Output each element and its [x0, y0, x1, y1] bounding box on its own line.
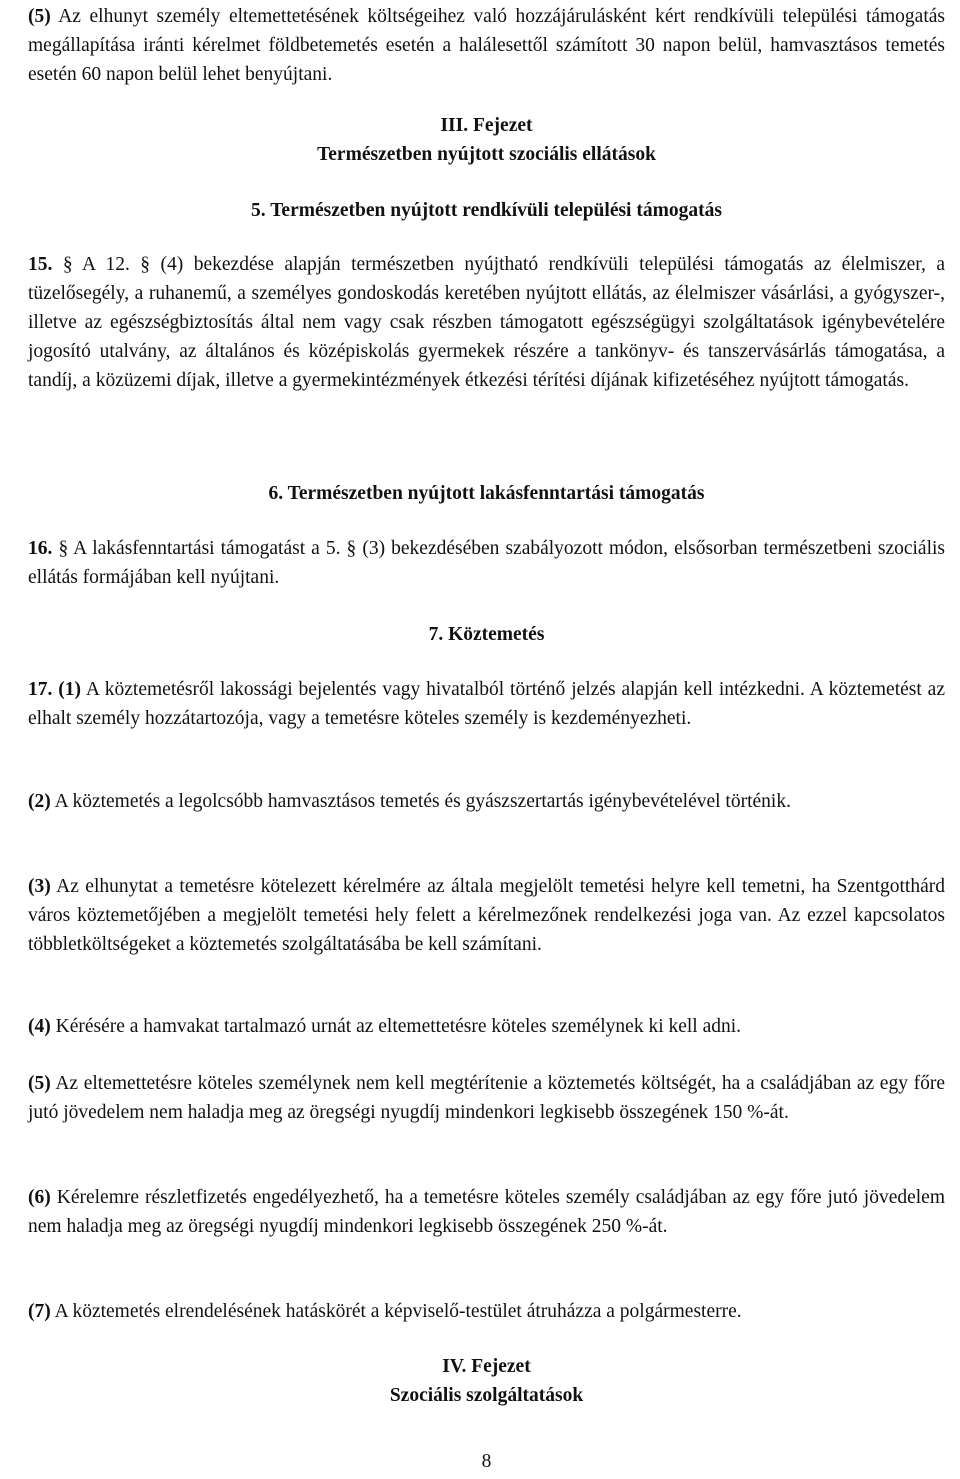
chapter-4-heading: [28, 1352, 945, 1410]
paragraph-17-7: [28, 1297, 945, 1326]
paragraph-number: 17.: [28, 679, 53, 700]
paragraph-text: Az elhunyt személy eltemettetésének költségeihez való hozzájárulásként kért rendkívüli települési támogatás megállapítása iránti kérelmet földbetemetés esetén a halálesettől számított 30 napon belül, hamvasztásos temetés esetén 60 napon belül lehet benyújtani.: [28, 6, 945, 85]
subparagraph-number: (6): [28, 1187, 51, 1208]
paragraph-number: 16.: [28, 538, 53, 559]
paragraph-17-4: [28, 1012, 945, 1041]
subparagraph-number: (1): [58, 679, 82, 700]
paragraph-17-2: [28, 787, 945, 816]
section-7-title: 7. Köztemetés: [428, 624, 545, 645]
chapter-title: III. Fejezet: [440, 115, 533, 136]
paragraph-text: § A lakásfenntartási támogatást a 5. § (3) bekezdésében szabályozott módon, elsősorban természetbeni szociális ellátás formájában kell nyújtani.: [28, 538, 945, 588]
subparagraph-number: (3): [28, 876, 51, 897]
paragraph-17-1: [28, 675, 945, 733]
paragraph-number: 15.: [28, 254, 53, 275]
paragraph-5: [28, 2, 945, 89]
subparagraph-text: Kérelemre részletfizetés engedélyezhető, ha a temetésre köteles személy családjában az egy főre jutó jövedelem nem haladja meg az öregségi nyugdíj mindenkori legkisebb összegének 250 %-át.: [28, 1187, 946, 1237]
subparagraph-text: A köztemetés elrendelésének hatáskörét a képviselő-testület átruházza a polgármesterre.: [54, 1301, 742, 1322]
subparagraph-text: Az eltemettetésre köteles személynek nem kell megtérítenie a köztemetés költségét, ha a családjában az egy főre jutó jövedelem nem haladja meg az öregségi nyugdíj mindenkori legkisebb összegének 150 %-át.: [28, 1073, 945, 1123]
section-6-title: 6. Természetben nyújtott lakásfenntartási támogatás: [268, 483, 705, 504]
paragraph-17-5: [28, 1069, 945, 1127]
paragraph-17-3: [28, 872, 945, 959]
paragraph-number: (5): [28, 6, 51, 27]
chapter-subtitle: Természetben nyújtott szociális ellátások: [317, 144, 656, 165]
chapter-subtitle: Szociális szolgáltatások: [389, 1385, 584, 1406]
subparagraph-text: Kérésére a hamvakat tartalmazó urnát az eltemettetésre köteles személynek ki kell adni.: [55, 1016, 742, 1037]
paragraph-text: § A 12. § (4) bekezdése alapján természetben nyújtható rendkívüli települési támogatás az élelmiszer, a tüzelősegély, a ruhanemű, a személyes gondoskodás keretében nyújtott ellátás, az élelmiszer vásárlási, a gyógyszer-, illetve az egészségbiztosítás által nem vagy csak részben támogatott egészségügyi szolgáltatások igénybevételére jogosító utalvány, az általános és középiskolás gyermekek részére a tankönyv- és tanszervásárlás támogatása, a tandíj, a közüzemi díjak, illetve a gyermekintézmények étkezési térítési díjának kifizetéséhez nyújtott támogatás.: [28, 254, 945, 391]
section-5-title: 5. Természetben nyújtott rendkívüli települési támogatás: [251, 200, 722, 221]
paragraph-17-6: [28, 1183, 945, 1241]
subparagraph-text: A köztemetés a legolcsóbb hamvasztásos temetés és gyászszertartás igénybevételével történik.: [54, 791, 791, 812]
subparagraph-number: (5): [28, 1073, 51, 1094]
subparagraph-number: (7): [28, 1301, 51, 1322]
paragraph-15: [28, 250, 945, 395]
page-number: 8: [481, 1451, 492, 1472]
subparagraph-number: (4): [28, 1016, 51, 1037]
subparagraph-number: (2): [28, 791, 51, 812]
subparagraph-text: A köztemetésről lakossági bejelentés vagy hivatalból történő jelzés alapján kell intézkedni. A köztemetést az elhalt személy hozzátartozója, vagy a temetésre köteles személy is kezdeményezheti.: [28, 679, 945, 729]
chapter-3-heading: [28, 111, 945, 169]
paragraph-16: [28, 534, 945, 592]
chapter-title: IV. Fejezet: [442, 1356, 531, 1377]
subparagraph-text: Az elhunytat a temetésre kötelezett kérelmére az általa megjelölt temetési helyre kell temetni, ha Szentgotthárd város köztemetőjében a megjelölt temetési hely felett a kérelmezőnek rendelkezési joga van. Az ezzel kapcsolatos többletköltségeket a köztemetés szolgáltatásába be kell számítani.: [28, 876, 945, 955]
